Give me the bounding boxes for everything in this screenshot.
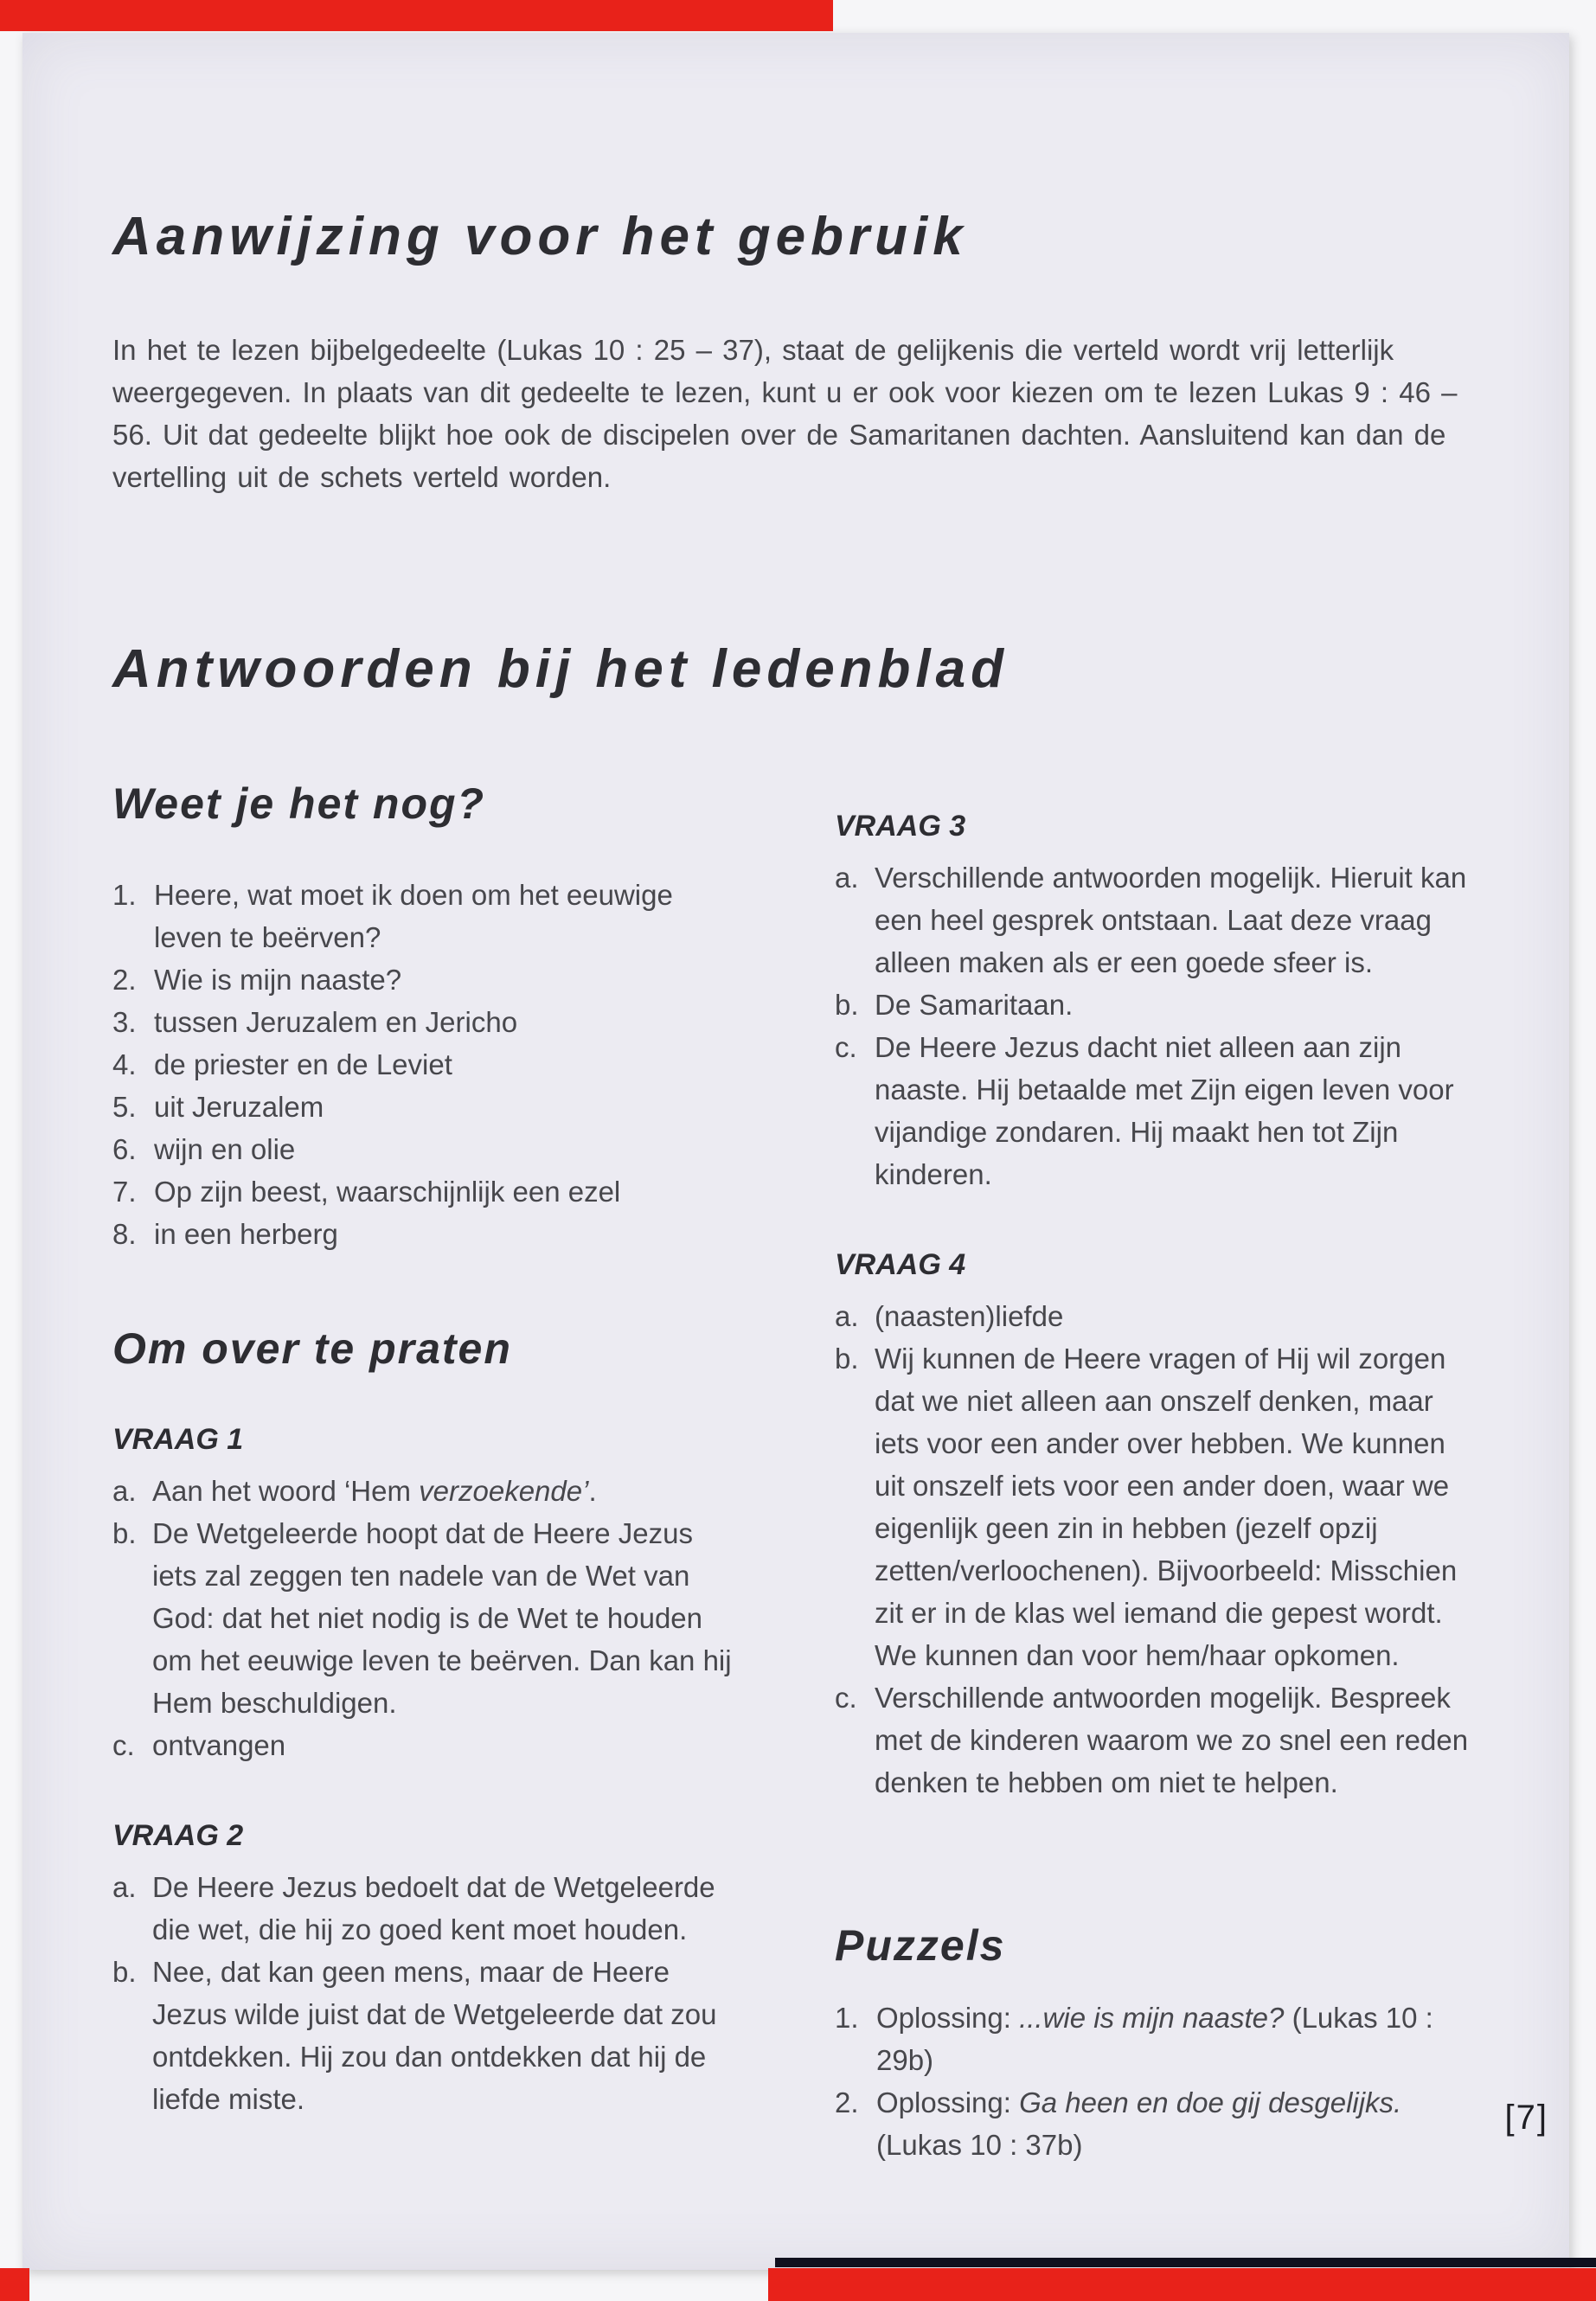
left-column [112,779,744,2166]
item-number: 4. [112,1048,137,1080]
vraag-1-title: VRAAG 1 [112,1423,244,1456]
item-number: 6. [112,1133,137,1165]
vraag-1-block [112,1419,744,1766]
item-text: in een herberg [154,1218,338,1250]
vraag-3-block [835,805,1471,1195]
item-text: Op zijn beest, waarschijnlijk een ezel [154,1176,621,1208]
weet-je-het-nog-list [112,874,744,1255]
section-title-antwoorden: Antwoorden bij het ledenblad [112,639,1009,699]
item-letter: b. [835,989,859,1021]
vraag-2-title: VRAAG 2 [112,1819,244,1852]
right-column [835,783,1471,2166]
item-letter: a. [835,1300,859,1332]
answer-item [835,1337,1471,1676]
bottom-edge-line [775,2258,1596,2267]
item-text: de priester en de Leviet [154,1048,452,1080]
item-number: 7. [112,1176,137,1208]
italic-phrase: ...wie is mijn naaste? [1019,2002,1285,2034]
answer-item [835,1295,1471,1337]
list-item [112,1128,744,1170]
answer-item [112,1866,744,1951]
vraag-3-title: VRAAG 3 [835,810,966,843]
list-item [112,1213,744,1255]
item-text: tussen Jeruzalem en Jericho [154,1006,518,1038]
vraag-4-title: VRAAG 4 [835,1248,966,1281]
section-title-aanwijzing: Aanwijzing voor het gebruik [112,207,968,266]
item-text: wijn en olie [154,1133,296,1165]
list-item [112,958,744,1001]
puzzels-list [835,1997,1471,2166]
document-page [22,33,1569,2270]
red-bar-bottom-left [0,2268,29,2301]
heading-weet-je-het-nog: Weet je het nog? [112,779,486,828]
item-letter: b. [835,1343,859,1375]
two-column-layout [112,779,1474,2166]
item-text: Heere, wat moet ik doen om het eeuwige leven te beërven? [154,879,673,953]
answer-item [835,1676,1471,1804]
item-letter: b. [112,1956,137,1988]
item-number: 2. [112,964,137,996]
italic-phrase: verzoekende’ [419,1475,589,1507]
item-letter: c. [112,1729,135,1761]
item-number: 5. [112,1091,137,1123]
item-number: 8. [112,1218,137,1250]
item-number: 1. [835,2002,859,2034]
list-item [112,1170,744,1213]
item-letter: c. [835,1031,857,1063]
heading-puzzels: Puzzels [835,1921,1006,1970]
page-number: [7] [1504,2099,1548,2137]
item-text: Wie is mijn naaste? [154,964,402,996]
answer-item [112,1512,744,1724]
item-number: 3. [112,1006,137,1038]
answer-item [112,1724,744,1766]
item-text: Verschillende antwoorden mogelijk. Hieruit kan een heel gesprek ontstaan. Laat deze vraag alleen maken als er een goede sfeer is. [875,862,1467,978]
red-bar-bottom-right [768,2268,1596,2301]
item-text: Aan het woord ‘Hem verzoekende’. [152,1475,597,1507]
item-letter: a. [112,1871,137,1903]
list-item [112,1001,744,1043]
item-letter: a. [112,1475,137,1507]
item-text: Verschillende antwoorden mogelijk. Bespreek met de kinderen waarom we zo snel een reden denken te hebben om niet te helpen. [875,1682,1469,1798]
item-text: Wij kunnen de Heere vragen of Hij wil zorgen dat we niet alleen aan onszelf denken, maar iets voor een ander over hebben. We kunnen uit onszelf iets voor een ander doen, waar we eigenlijk geen zin in hebben (jezelf opzij zetten/verloochenen). Bijvoorbeeld: Misschien zit er in de klas wel iemand die gepest wordt. We kunnen dan voor hem/haar opkomen. [875,1343,1458,1671]
item-text: De Heere Jezus bedoelt dat de Wetgeleerde die wet, die hij zo goed kent moet houden. [152,1871,715,1945]
item-number: 1. [112,879,137,911]
item-letter: a. [835,862,859,894]
list-item [835,1997,1471,2081]
list-item [112,1043,744,1086]
list-item [835,2081,1471,2166]
list-item [112,874,744,958]
item-letter: c. [835,1682,857,1714]
vraag-4-block [835,1244,1471,1804]
item-text: ontvangen [152,1729,286,1761]
heading-om-over-te-praten: Om over te praten [112,1324,512,1373]
item-number: 2. [835,2086,859,2118]
item-text: (naasten)liefde [875,1300,1064,1332]
item-text: Oplossing: ...wie is mijn naaste? (Lukas 10 : 29b) [876,2002,1433,2076]
red-bar-top [0,0,833,31]
list-item [112,1086,744,1128]
aanwijzing-paragraph: In het te lezen bijbelgedeelte (Lukas 10 : 25 – 37), staat de gelijkenis die verteld wordt vrij letterlijk weergegeven. In plaats van dit gedeelte te lezen, kunt u er ook voor kiezen om te lezen Lukas 9 : 46 – 56. Uit dat gedeelte blijkt hoe ook de discipelen over de Samaritanen dachten. Aansluitend kan dan de vertelling uit de schets verteld worden. [112,334,1458,493]
answer-item [835,856,1471,984]
item-text: De Heere Jezus dacht niet alleen aan zijn naaste. Hij betaalde met Zijn eigen leven voor vijandige zondaren. Hij maakt hen tot Zijn kinderen. [875,1031,1454,1190]
answer-item [112,1951,744,2120]
item-text: De Wetgeleerde hoopt dat de Heere Jezus iets zal zeggen ten nadele van de Wet van God: dat het niet nodig is de Wet te houden om het eeuwige leven te beërven. Dan kan hij Hem beschuldigen. [152,1517,732,1719]
answer-item [112,1470,744,1512]
item-letter: b. [112,1517,137,1549]
answer-item [835,1026,1471,1195]
item-text: De Samaritaan. [875,989,1074,1021]
italic-phrase: Ga heen en doe gij desgelijks. [1019,2086,1402,2118]
vraag-2-block [112,1815,744,2120]
item-text: uit Jeruzalem [154,1091,324,1123]
item-text: Nee, dat kan geen mens, maar de Heere Jezus wilde juist dat de Wetgeleerde dat zou ontdekken. Hij zou dan ontdekken dat hij de liefde miste. [152,1956,717,2115]
answer-item [835,984,1471,1026]
item-text: Oplossing: Ga heen en doe gij desgelijks. (Lukas 10 : 37b) [876,2086,1402,2161]
